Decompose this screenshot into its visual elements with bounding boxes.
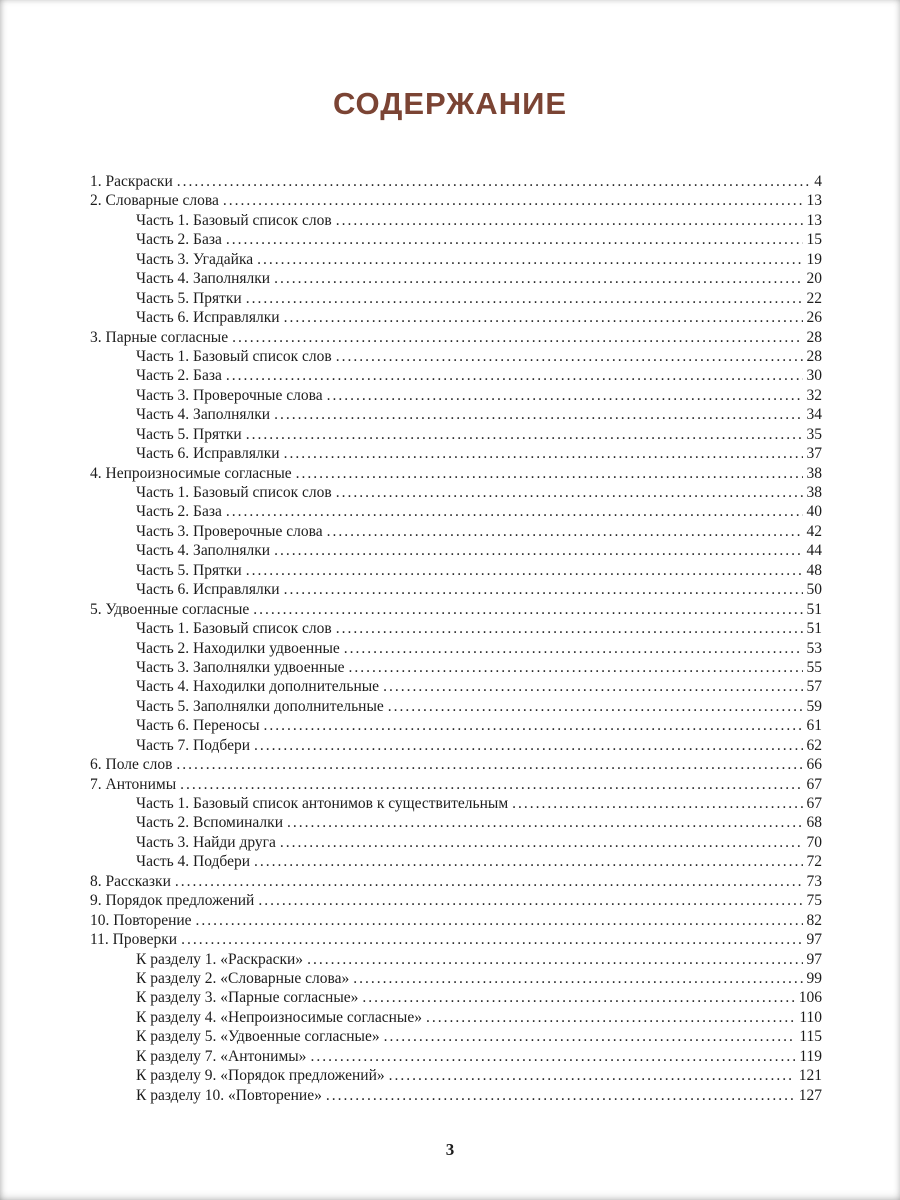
toc-entry-label: Часть 7. Подбери	[136, 736, 251, 754]
toc-row	[90, 891, 822, 910]
toc-entry-label: Часть 4. Подбери	[136, 853, 251, 871]
toc-entry-label: Часть 4. Находилки дополнительные	[136, 678, 380, 696]
toc-entry-page: 57	[806, 678, 822, 696]
toc-entry-page: 44	[806, 542, 822, 560]
toc-row	[90, 522, 822, 541]
toc-entry-page: 119	[799, 1047, 822, 1065]
toc-entry-label: 6. Поле слов	[90, 756, 173, 774]
dot-leader	[280, 833, 803, 852]
dot-leader	[226, 366, 803, 385]
dot-leader	[336, 483, 803, 502]
toc-row	[90, 639, 822, 658]
toc-entry-label: 5. Удвоенные согласные	[90, 600, 250, 618]
dot-leader	[226, 230, 803, 249]
toc-entry-page: 48	[806, 561, 822, 579]
toc-entry-page: 50	[806, 581, 822, 599]
dot-leader	[287, 813, 803, 832]
toc-row	[90, 405, 822, 424]
dot-leader	[383, 677, 802, 696]
toc-row	[90, 736, 822, 755]
toc-entry-page: 121	[798, 1067, 822, 1085]
toc-entry-label: Часть 2. Вспоминалки	[136, 814, 283, 832]
toc-entry-page: 26	[806, 309, 822, 327]
dot-leader	[177, 172, 811, 191]
toc-entry-page: 62	[806, 736, 822, 754]
dot-leader	[196, 911, 803, 930]
toc-row	[90, 444, 822, 463]
toc-row	[90, 425, 822, 444]
toc-entry-page: 20	[806, 270, 822, 288]
toc-row	[90, 1008, 822, 1027]
toc-entry-label: Часть 3. Проверочные слова	[136, 522, 323, 540]
toc-entry-page: 22	[806, 289, 822, 307]
toc-entry-page: 37	[806, 445, 822, 463]
toc-entry-page: 40	[806, 503, 822, 521]
toc-row	[90, 269, 822, 288]
toc-row	[90, 502, 822, 521]
toc-entry-page: 55	[806, 658, 822, 676]
dot-leader	[344, 639, 803, 658]
toc-entry-label: 11. Проверки	[90, 931, 178, 949]
toc-row	[90, 289, 822, 308]
toc-entry-label: Часть 5. Прятки	[136, 289, 242, 307]
toc-entry-label: 3. Парные согласные	[90, 328, 229, 346]
toc-entry-label: Часть 4. Заполнялки	[136, 270, 271, 288]
toc-row	[90, 541, 822, 560]
toc-entry-page: 70	[806, 833, 822, 851]
dot-leader	[384, 1027, 796, 1046]
toc-entry-label: Часть 5. Заполнялки дополнительные	[136, 697, 384, 715]
toc-entry-page: 97	[806, 950, 822, 968]
toc-entry-label: Часть 3. Заполнялки удвоенные	[136, 658, 345, 676]
dot-leader	[254, 852, 802, 871]
dot-leader	[284, 308, 803, 327]
dot-leader	[512, 794, 802, 813]
toc-entry-label: Часть 1. Базовый список слов	[136, 347, 332, 365]
dot-leader	[310, 1047, 795, 1066]
toc-entry-page: 97	[806, 931, 822, 949]
dot-leader	[336, 211, 803, 230]
dot-leader	[326, 1086, 795, 1105]
toc-entry-page: 51	[806, 600, 822, 618]
toc-entry-label: Часть 1. Базовый список слов	[136, 620, 332, 638]
dot-leader	[389, 1066, 795, 1085]
toc-row	[90, 794, 822, 813]
toc-entry-page: 59	[806, 697, 822, 715]
toc-entry-page: 110	[799, 1008, 822, 1026]
toc-row	[90, 930, 822, 949]
toc-entry-label: Часть 5. Прятки	[136, 561, 242, 579]
toc-entry-label: Часть 2. Находилки удвоенные	[136, 639, 340, 657]
dot-leader	[263, 716, 802, 735]
toc-entry-label: Часть 1. Базовый список антонимов к существительным	[136, 795, 509, 812]
dot-leader	[307, 950, 802, 969]
toc-entry-label: Часть 3. Угадайка	[136, 250, 254, 268]
toc-row	[90, 464, 822, 483]
toc-entry-label: 10. Повторение	[90, 911, 192, 929]
toc-entry-page: 67	[806, 795, 822, 812]
dot-leader	[284, 444, 803, 463]
dot-leader	[253, 600, 802, 619]
toc-entry-page: 82	[806, 911, 822, 929]
toc-row	[90, 1027, 822, 1046]
dot-leader	[223, 191, 803, 210]
toc-entry-label: Часть 1. Базовый список слов	[136, 484, 332, 501]
toc-entry-page: 61	[806, 717, 822, 735]
toc-entry-label: Часть 6. Исправлялки	[136, 445, 280, 463]
dot-leader	[327, 386, 803, 405]
dot-leader	[296, 464, 803, 483]
toc-entry-label: 4. Непроизносимые согласные	[90, 464, 292, 482]
toc-entry-page: 99	[806, 969, 822, 987]
dot-leader	[349, 658, 803, 677]
toc-row	[90, 211, 822, 230]
toc-entry-label: Часть 1. Базовый список слов	[136, 211, 332, 229]
toc-entry-page: 13	[806, 211, 822, 229]
toc-entry-label: 7. Антонимы	[90, 775, 177, 793]
dot-leader	[336, 619, 803, 638]
toc-row	[90, 852, 822, 871]
toc-entry-page: 38	[806, 484, 822, 501]
toc-entry-page: 34	[806, 406, 822, 424]
dot-leader	[274, 541, 802, 560]
toc-entry-page: 53	[806, 639, 822, 657]
toc-row	[90, 191, 822, 210]
toc-entry-page: 72	[806, 853, 822, 871]
toc-entry-page: 30	[806, 367, 822, 385]
toc-entry-page: 51	[806, 620, 822, 638]
toc-row	[90, 172, 822, 191]
toc-row	[90, 833, 822, 852]
dot-leader	[175, 872, 803, 891]
toc-row	[90, 347, 822, 366]
toc-row	[90, 677, 822, 696]
page-number: 3	[445, 1140, 455, 1159]
toc-entry-label: Часть 3. Найди друга	[136, 833, 276, 851]
toc-entry-label: К разделу 7. «Антонимы»	[136, 1047, 307, 1065]
dot-leader	[362, 988, 794, 1007]
toc-row	[90, 658, 822, 677]
dot-leader	[232, 328, 802, 347]
toc-row	[90, 328, 822, 347]
toc-entry-page: 75	[806, 892, 822, 910]
dot-leader	[246, 561, 803, 580]
toc-row	[90, 580, 822, 599]
toc-entry-label: 1. Раскраски	[90, 173, 173, 190]
toc-entry-label: Часть 6. Переносы	[136, 717, 260, 735]
toc-row	[90, 619, 822, 638]
dot-leader	[353, 969, 802, 988]
toc-row	[90, 950, 822, 969]
toc-entry-label: Часть 3. Проверочные слова	[136, 386, 323, 404]
toc-row	[90, 561, 822, 580]
toc-row	[90, 988, 822, 1007]
dot-leader	[246, 289, 803, 308]
toc-row	[90, 697, 822, 716]
dot-leader	[336, 347, 803, 366]
toc-row	[90, 230, 822, 249]
dot-leader	[176, 755, 802, 774]
dot-leader	[226, 502, 803, 521]
toc-entry-page: 32	[806, 386, 822, 404]
dot-leader	[181, 930, 802, 949]
toc-entry-label: Часть 4. Заполнялки	[136, 542, 271, 560]
toc-entry-page: 73	[806, 872, 822, 890]
dot-leader	[274, 405, 802, 424]
toc-entry-label: Часть 5. Прятки	[136, 425, 242, 443]
toc-row	[90, 1047, 822, 1066]
dot-leader	[327, 522, 803, 541]
toc-row	[90, 911, 822, 930]
dot-leader	[180, 775, 802, 794]
toc-entry-label: 9. Порядок предложений	[90, 892, 255, 910]
toc-row	[90, 716, 822, 735]
toc-entry-label: 2. Словарные слова	[90, 192, 219, 210]
dot-leader	[274, 269, 802, 288]
toc-entry-label: К разделу 5. «Удвоенные согласные»	[136, 1028, 380, 1046]
toc-row	[90, 1066, 822, 1085]
dot-leader	[426, 1008, 795, 1027]
toc-entry-label: К разделу 1. «Раскраски»	[136, 950, 304, 968]
dot-leader	[284, 580, 803, 599]
toc-row	[90, 775, 822, 794]
toc-entry-label: Часть 4. Заполнялки	[136, 406, 271, 424]
toc-row	[90, 1086, 822, 1105]
toc-row	[90, 969, 822, 988]
toc-entry-page: 35	[806, 425, 822, 443]
toc-row	[90, 308, 822, 327]
toc-row	[90, 250, 822, 269]
dot-leader	[258, 891, 802, 910]
toc-row	[90, 872, 822, 891]
toc-entry-label: Часть 2. База	[136, 367, 222, 385]
toc-row	[90, 813, 822, 832]
page-title: СОДЕРЖАНИЕ	[332, 86, 568, 121]
toc-entry-page: 106	[798, 989, 822, 1007]
toc-entry-label: Часть 6. Исправлялки	[136, 581, 280, 599]
toc-entry-page: 127	[798, 1086, 822, 1104]
toc-list	[90, 172, 822, 1105]
toc-row	[90, 600, 822, 619]
dot-leader	[254, 736, 802, 755]
dot-leader	[246, 425, 803, 444]
toc-entry-page: 4	[814, 173, 822, 190]
toc-entry-page: 115	[799, 1028, 822, 1046]
toc-entry-label: К разделу 3. «Парные согласные»	[136, 989, 359, 1007]
toc-entry-page: 28	[806, 347, 822, 365]
toc-entry-page: 66	[806, 756, 822, 774]
toc-entry-label: К разделу 2. «Словарные слова»	[136, 969, 350, 987]
toc-row	[90, 755, 822, 774]
toc-entry-label: 8. Рассказки	[90, 872, 171, 890]
toc-entry-label: Часть 2. База	[136, 231, 222, 249]
toc-entry-page: 15	[806, 231, 822, 249]
toc-entry-label: Часть 2. База	[136, 503, 222, 521]
toc-entry-page: 68	[806, 814, 822, 832]
toc-entry-label: К разделу 9. «Порядок предложений»	[136, 1067, 385, 1085]
toc-entry-label: К разделу 4. «Непроизносимые согласные»	[136, 1008, 422, 1026]
dot-leader	[257, 250, 802, 269]
toc-entry-page: 28	[806, 328, 822, 346]
toc-entry-page: 38	[806, 464, 822, 482]
toc-entry-page: 19	[806, 250, 822, 268]
toc-row	[90, 386, 822, 405]
toc-entry-label: К разделу 10. «Повторение»	[136, 1086, 322, 1104]
dot-leader	[388, 697, 803, 716]
toc-entry-page: 67	[806, 775, 822, 793]
toc-row	[90, 483, 822, 502]
toc-entry-page: 13	[806, 192, 822, 210]
toc-entry-page: 42	[806, 522, 822, 540]
toc-entry-label: Часть 6. Исправлялки	[136, 309, 280, 327]
toc-row	[90, 366, 822, 385]
